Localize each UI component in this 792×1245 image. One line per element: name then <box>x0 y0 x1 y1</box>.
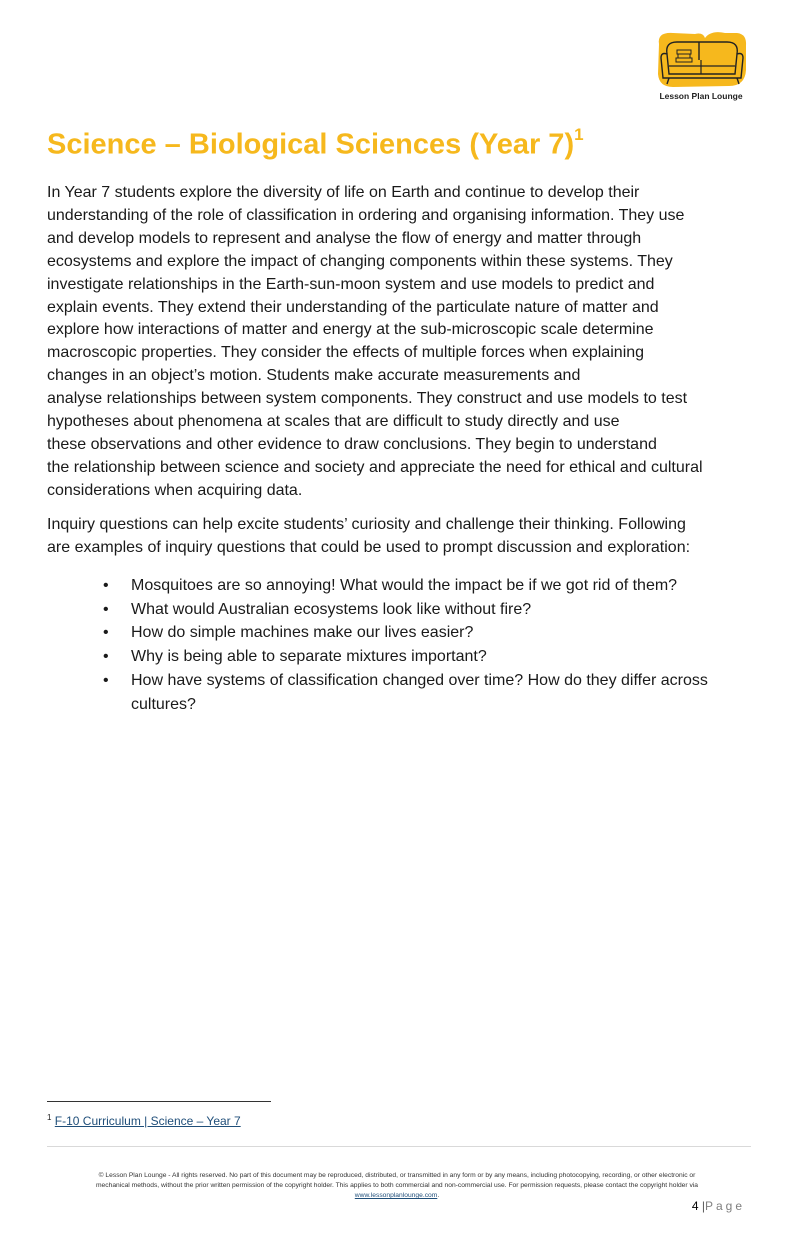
question-item <box>47 669 757 716</box>
intro-line: In Year 7 students explore the diversity of life on Earth and continue to develop their <box>47 184 640 201</box>
footer-divider <box>47 1146 751 1147</box>
page-title <box>47 125 584 162</box>
question-text: How have systems of classification changed over time? How do they differ across <box>131 671 708 689</box>
copyright-notice: © Lesson Plan Lounge - All rights reserved. No part of this document may be reproduced, distributed, or transmitted in any form or by any means, including photocopying, recording, or other electronic or mechanical methods, without the prior written permission of the copyright holder. This applies to both commercial and non-commercial use. For permission requests, please contact the copyright holder via www.lessonplanlounge.com. <box>40 1171 754 1201</box>
page-number <box>692 1199 745 1213</box>
sofa-logo-icon <box>655 30 747 90</box>
inquiry-line: Inquiry questions can help excite students’ curiosity and challenge their thinking. Following <box>47 516 686 533</box>
intro-line: the relationship between science and society and appreciate the need for ethical and cultural <box>47 458 703 476</box>
intro-line: macroscopic properties. They consider the effects of multiple forces when explaining <box>47 344 645 362</box>
intro-line: considerations when acquiring data. <box>47 481 303 499</box>
footnote-link[interactable]: F-10 Curriculum | Science – Year 7 <box>54 1114 241 1128</box>
footnote-divider <box>47 1101 271 1102</box>
intro-line: changes in an object’s motion. Students make accurate measurements and <box>47 367 581 385</box>
bullet-icon: • <box>103 624 109 642</box>
question-text: Why is being able to separate mixtures important? <box>131 648 487 666</box>
footnote-marker: 1 <box>47 1113 52 1122</box>
inquiry-line: are examples of inquiry questions that could be used to prompt discussion and exploration: <box>47 538 691 556</box>
intro-line: analyse relationships between system components. They construct and use models to test <box>47 390 688 408</box>
intro-line: and develop models to represent and analyse the flow of energy and matter through <box>47 229 642 247</box>
question-item <box>47 574 757 598</box>
page-label: Page <box>704 1199 745 1213</box>
question-item <box>47 645 757 669</box>
page-number-value: 4 <box>691 1199 699 1213</box>
bullet-icon: • <box>103 600 109 618</box>
question-text: cultures? <box>131 695 196 713</box>
question-text: What would Australian ecosystems look like without fire? <box>131 600 532 618</box>
logo-text: Lesson Plan Lounge <box>659 91 743 101</box>
title-footnote-ref[interactable]: 1 <box>574 125 584 144</box>
logo <box>655 30 747 104</box>
footnote <box>47 1113 241 1128</box>
question-text: How do simple machines make our lives easier? <box>131 624 474 642</box>
intro-line: ecosystems and explore the impact of changing components within these systems. They <box>47 252 673 270</box>
bullet-icon: • <box>103 648 109 666</box>
inquiry-question-list <box>47 574 757 716</box>
title-text: Science – Biological Sciences (Year 7) <box>47 128 575 161</box>
question-text: Mosquitoes are so annoying! What would the impact be if we got rid of them? <box>131 577 678 594</box>
intro-line: investigate relationships in the Earth-sun-moon system and use models to predict and <box>47 275 655 293</box>
intro-line: understanding of the role of classification in ordering and organising information. They use <box>47 206 685 224</box>
copyright-line: mechanical methods, without the prior written permission of the copyright holder. This applies to both commercial and non-commercial use. For permission requests, please contact the copyright holder via <box>95 1182 699 1189</box>
page-separator: | <box>701 1199 705 1213</box>
question-item <box>47 598 757 622</box>
intro-paragraph <box>47 182 757 503</box>
intro-line: explore how interactions of matter and energy at the sub-microscopic scale determine <box>47 321 654 339</box>
intro-line: these observations and other evidence to draw conclusions. They begin to understand <box>47 435 657 453</box>
bullet-icon: • <box>103 671 109 689</box>
intro-line: explain events. They extend their understanding of the particulate nature of matter and <box>47 298 659 316</box>
intro-line: hypotheses about phenomena at scales that are difficult to study directly and use <box>47 413 620 431</box>
question-item <box>47 621 757 645</box>
inquiry-paragraph <box>47 514 757 560</box>
website-link[interactable]: www.lessonplanlounge.com <box>354 1192 438 1199</box>
bullet-icon: • <box>103 577 109 594</box>
copyright-line: © Lesson Plan Lounge - All rights reserved. No part of this document may be reproduced, distributed, or transmitted in any form or by any means, including photocopying, recording, or other electronic or <box>98 1172 696 1179</box>
